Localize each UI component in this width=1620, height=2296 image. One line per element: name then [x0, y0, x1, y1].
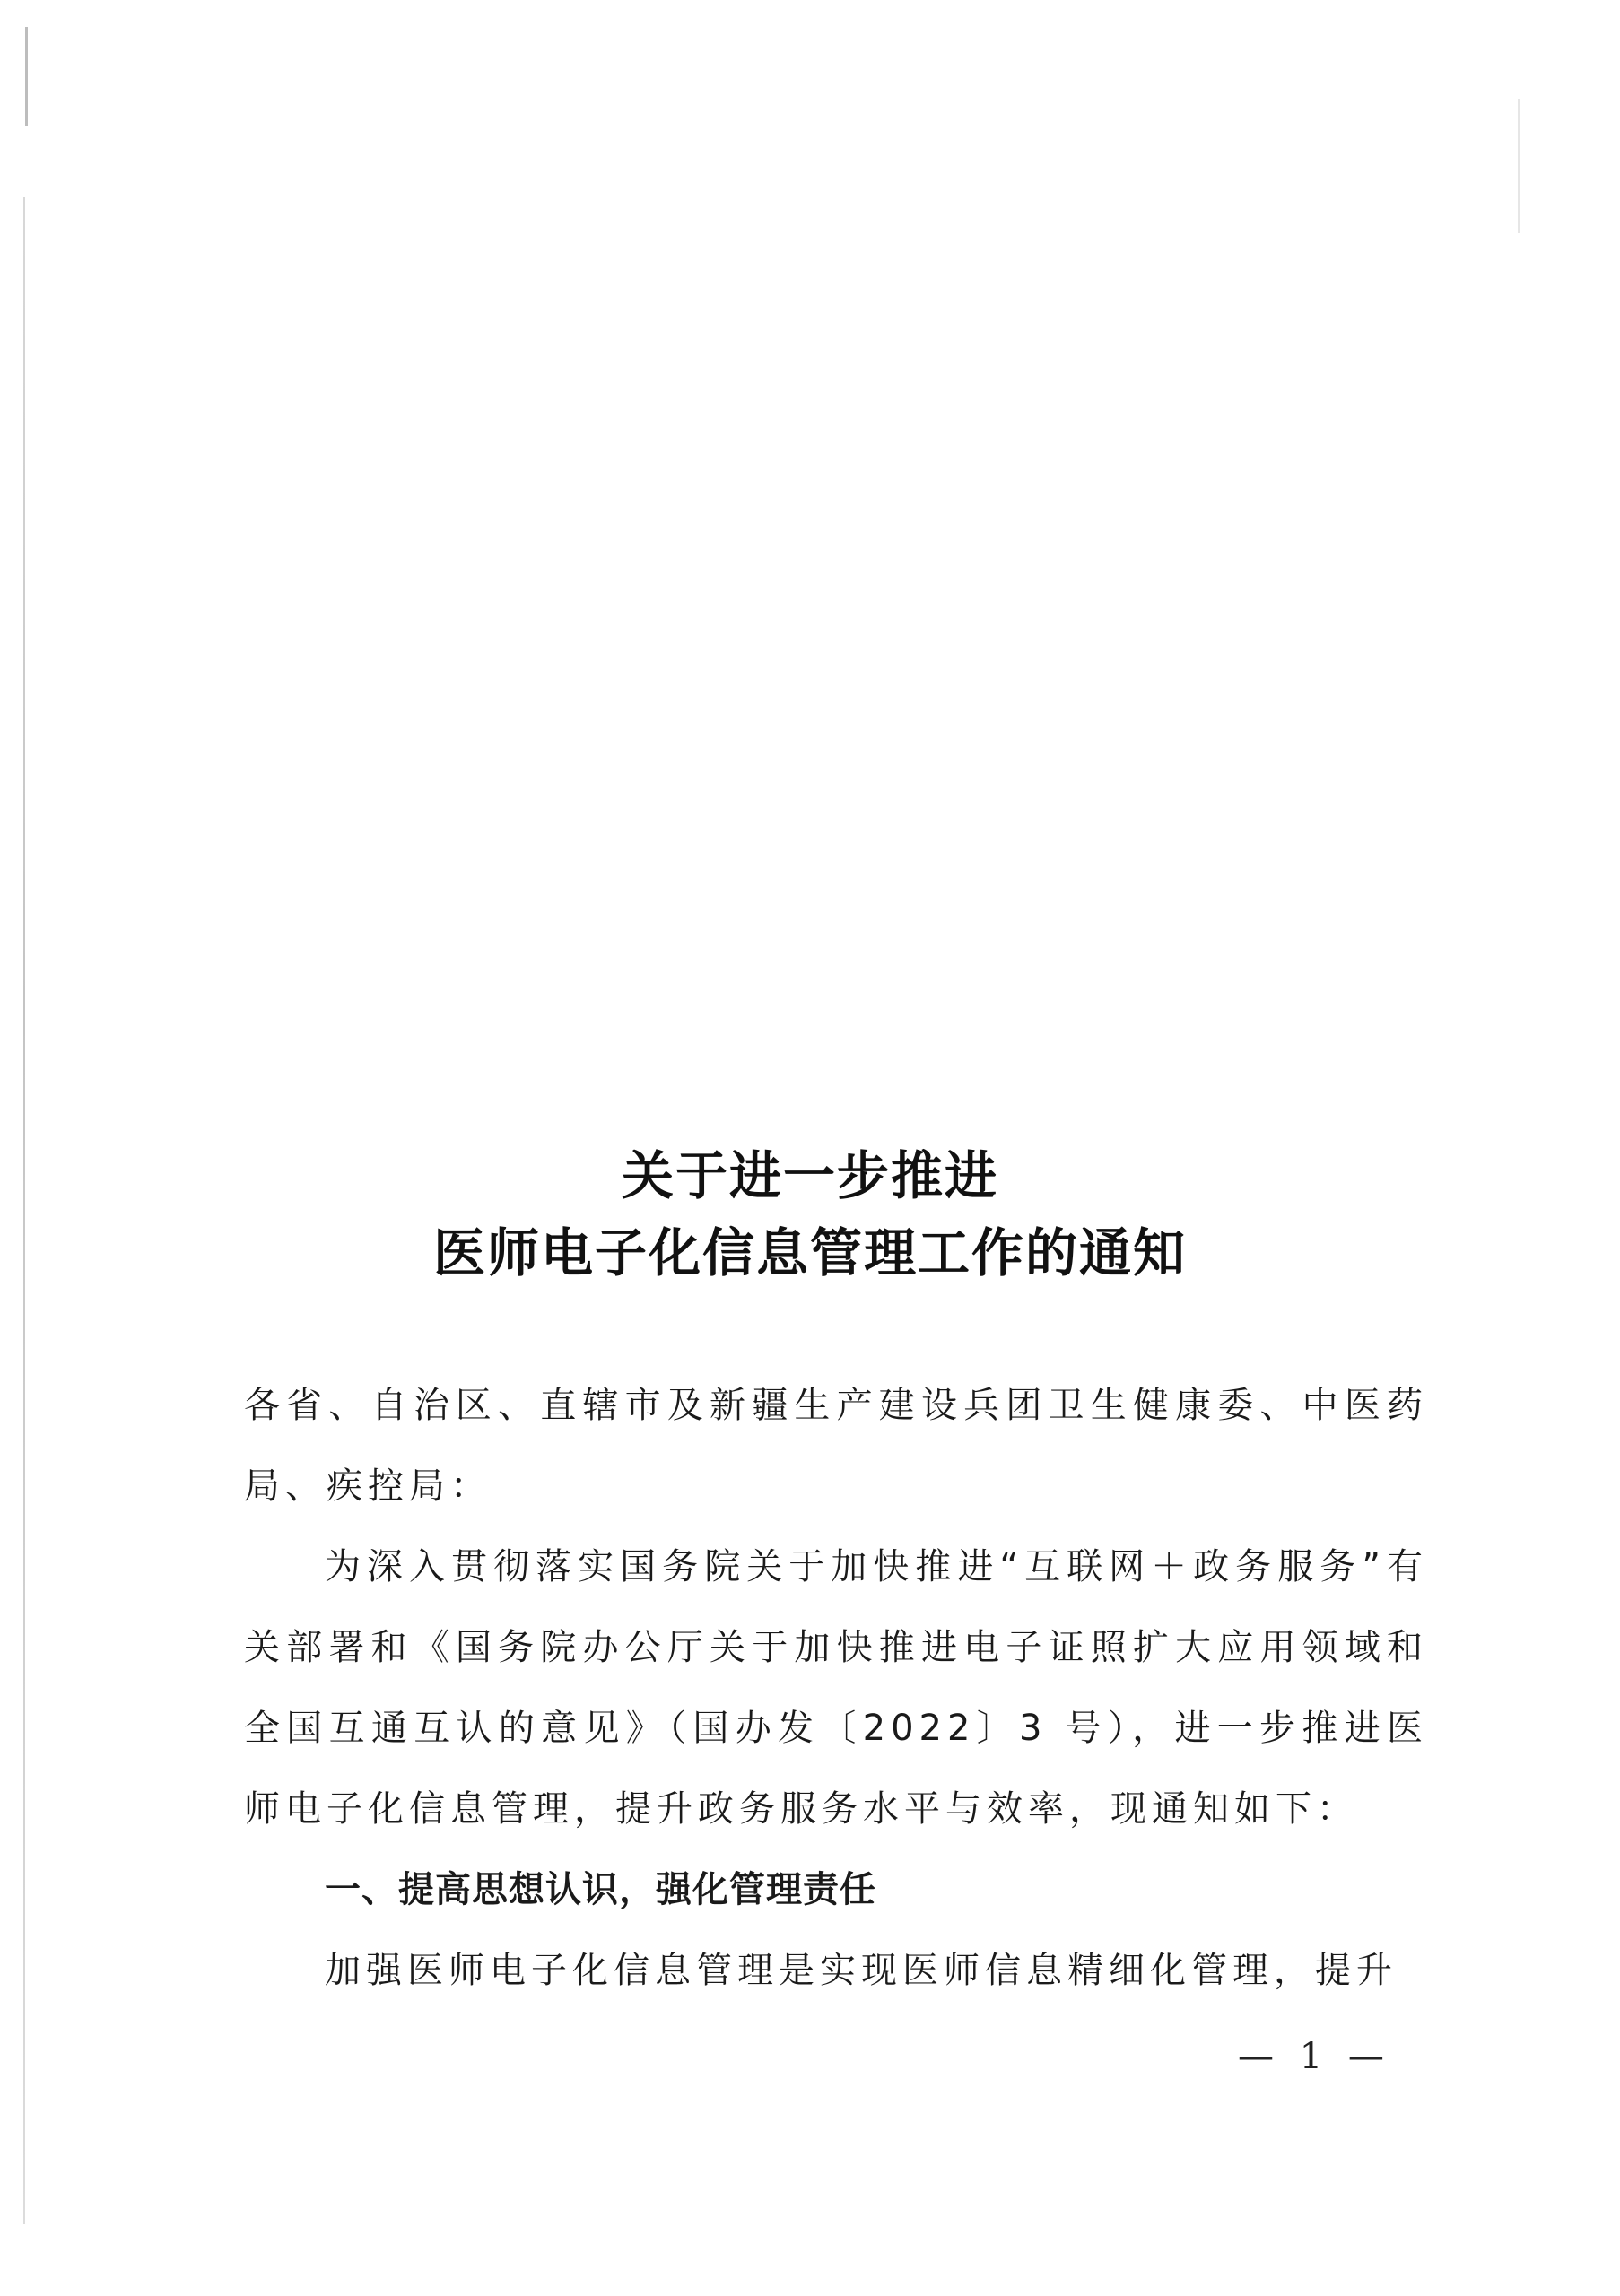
title-line-1: 关于进一步推进: [621, 1145, 998, 1206]
document-title: [0, 1137, 1620, 1292]
section-heading-1: 一、提高思想认识，强化管理责任: [325, 1869, 876, 1910]
scan-edge-mark: [25, 27, 28, 126]
scan-edge-shadow: [1518, 99, 1520, 233]
paragraph-section-1: 加强医师电子化信息管理是实现医师信息精细化管理，提升: [325, 1950, 1398, 1991]
addressee: 各省、自治区、直辖市及新疆生产建设兵团卫生健康委、中医药局、疾控局：: [244, 1385, 1428, 1507]
paragraph-intro: 为深入贯彻落实国务院关于加快推进“互联网＋政务服务”有关部署和《国务院办公厅关于加快推进电子证照扩大应用领域和全国互通互认的意见》（国办发〔2022〕3 号），进一步推进医师电子化信息管理，提升政务服务水平与效率，现通知如下：: [244, 1546, 1428, 1830]
title-line-2: 医师电子化信息管理工作的通知: [432, 1222, 1187, 1283]
page-number: — 1 —: [1238, 2036, 1391, 2077]
document-body: [244, 1365, 1428, 2011]
